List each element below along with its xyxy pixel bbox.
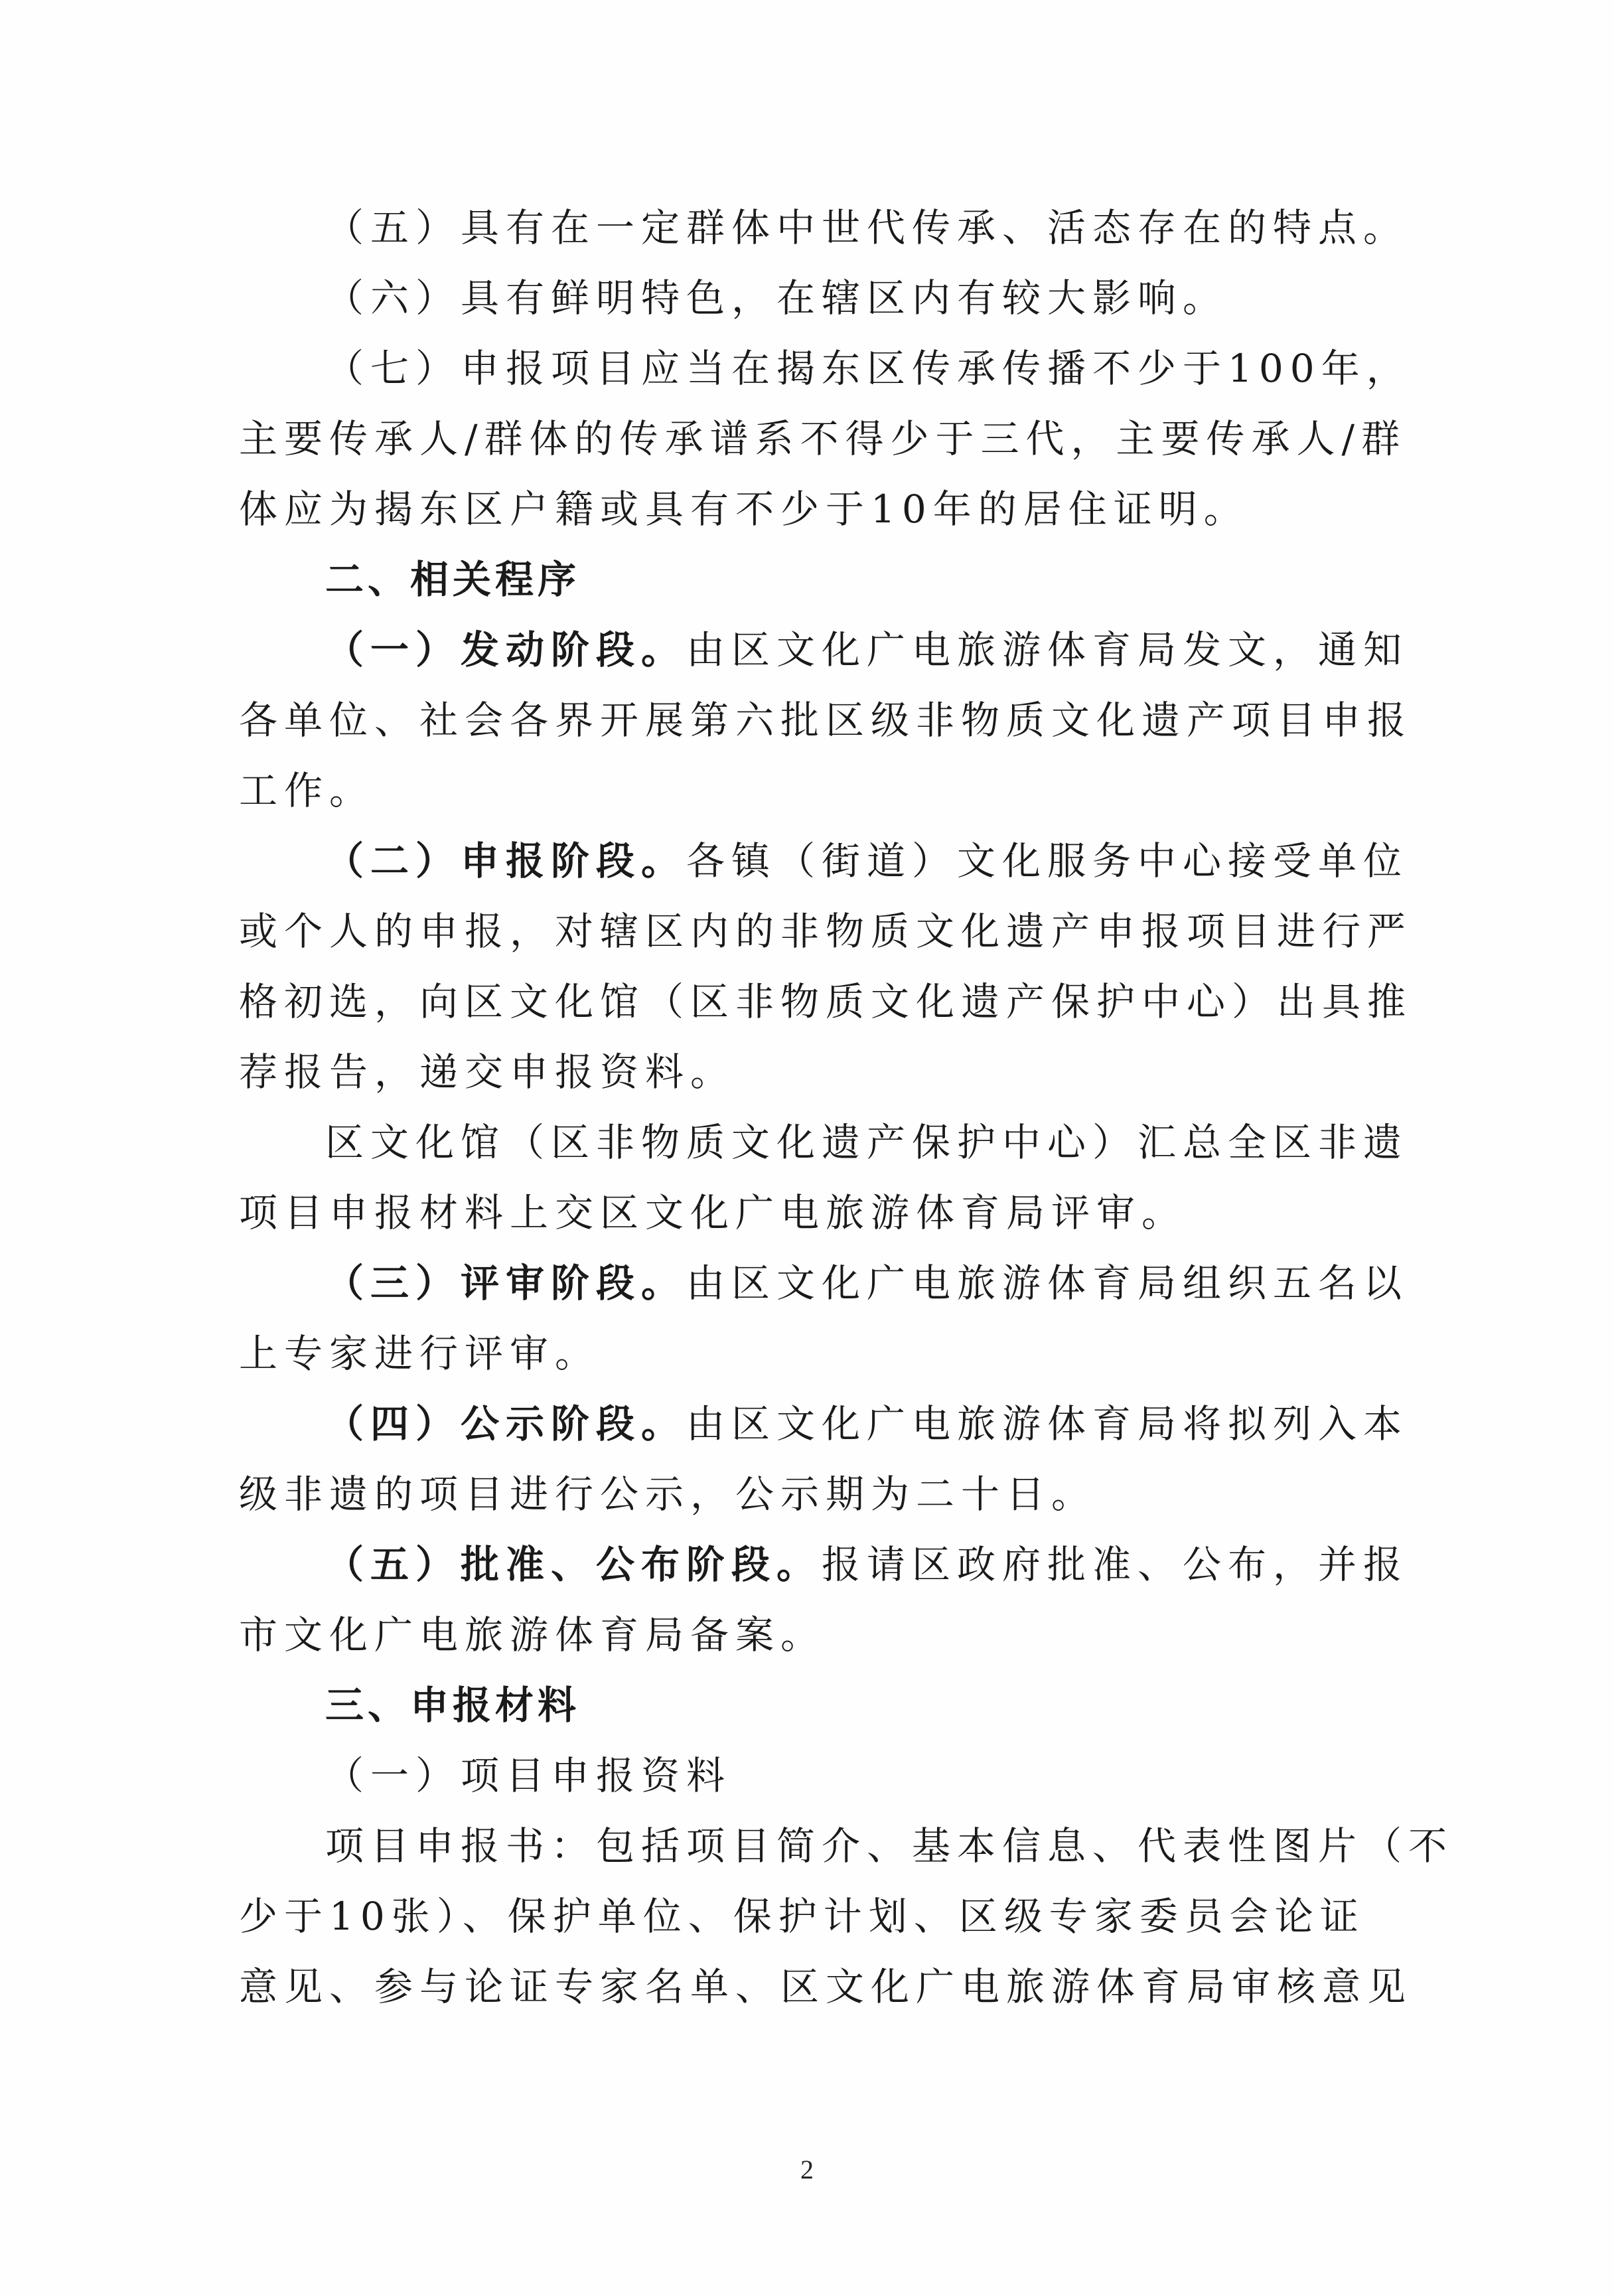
- stage-2-text: 各镇（街道）文化服务中心接受单位: [686, 838, 1409, 883]
- stage-2-line-4: 荐报告，递交申报资料。: [239, 1049, 736, 1095]
- stage-4-text: 由区文化广电旅游体育局将拟列入本: [686, 1401, 1409, 1446]
- stage-2b-line-1: 区文化馆（区非物质文化遗产保护中心）汇总全区非遗: [325, 1120, 1409, 1165]
- stage-1-line-1: [239, 615, 1409, 685]
- stage-2-line-2: 或个人的申报，对辖区内的非物质文化遗产申报项目进行严: [239, 909, 1413, 954]
- stage-5-title: （五）批准、公布阶段。: [325, 1542, 822, 1587]
- stage-2b-line-2: 项目申报材料上交区文化广电旅游体育局评审。: [239, 1190, 1187, 1235]
- stage-4-line-1: [239, 1389, 1409, 1459]
- stage-4-title: （四）公示阶段。: [325, 1401, 687, 1446]
- criterion-7-line-1: （七）申报项目应当在揭东区传承传播不少于100年，: [325, 346, 1412, 391]
- stage-2-title: （二）申报阶段。: [325, 838, 687, 883]
- document-body: [239, 192, 1454, 2022]
- stage-2-line-1: [239, 826, 1409, 896]
- criterion-5: （五）具有在一定群体中世代传承、活态存在的特点。: [325, 205, 1409, 250]
- stage-5-line-2: 市文化广电旅游体育局备案。: [239, 1612, 826, 1657]
- materials-line-2: 少于10张）、保护单位、保护计划、区级专家委员会论证: [239, 1894, 1365, 1939]
- stage-3-line-1: [239, 1248, 1409, 1318]
- criterion-7-line-3: 体应为揭东区户籍或具有不少于10年的居住证明。: [239, 487, 1249, 532]
- stage-2-line-3: 格初选，向区文化馆（区非物质文化遗产保护中心）出具推: [239, 979, 1413, 1024]
- stage-3-text: 由区文化广电旅游体育局组织五名以: [686, 1261, 1409, 1306]
- page-number: 2: [800, 2155, 814, 2184]
- stage-1-text: 由区文化广电旅游体育局发文，通知: [686, 627, 1409, 672]
- criterion-7-line-2: 主要传承人/群体的传承谱系不得少于三代，主要传承人/群: [239, 416, 1407, 461]
- stage-1-line-3: 工作。: [239, 768, 375, 813]
- materials-subheading: （一）项目申报资料: [325, 1753, 732, 1798]
- materials-line-3: 意见、参与论证专家名单、区文化广电旅游体育局审核意见: [239, 1964, 1413, 2009]
- stage-3-title: （三）评审阶段。: [325, 1261, 687, 1306]
- stage-4-line-2: 级非遗的项目进行公示，公示期为二十日。: [239, 1472, 1097, 1517]
- section-heading-procedures: 二、相关程序: [325, 557, 581, 602]
- materials-line-1: 项目申报书：包括项目简介、基本信息、代表性图片（不: [325, 1823, 1454, 1869]
- stage-5-text: 报请区政府批准、公布，并报: [822, 1542, 1409, 1587]
- stage-1-title: （一）发动阶段。: [325, 627, 687, 672]
- stage-5-line-1: [239, 1529, 1409, 1600]
- stage-3-line-2: 上专家进行评审。: [239, 1331, 601, 1376]
- criterion-6: （六）具有鲜明特色，在辖区内有较大影响。: [325, 275, 1228, 321]
- stage-1-line-2: 各单位、社会各界开展第六批区级非物质文化遗产项目申报: [239, 698, 1413, 743]
- section-heading-materials: 三、申报材料: [325, 1683, 581, 1728]
